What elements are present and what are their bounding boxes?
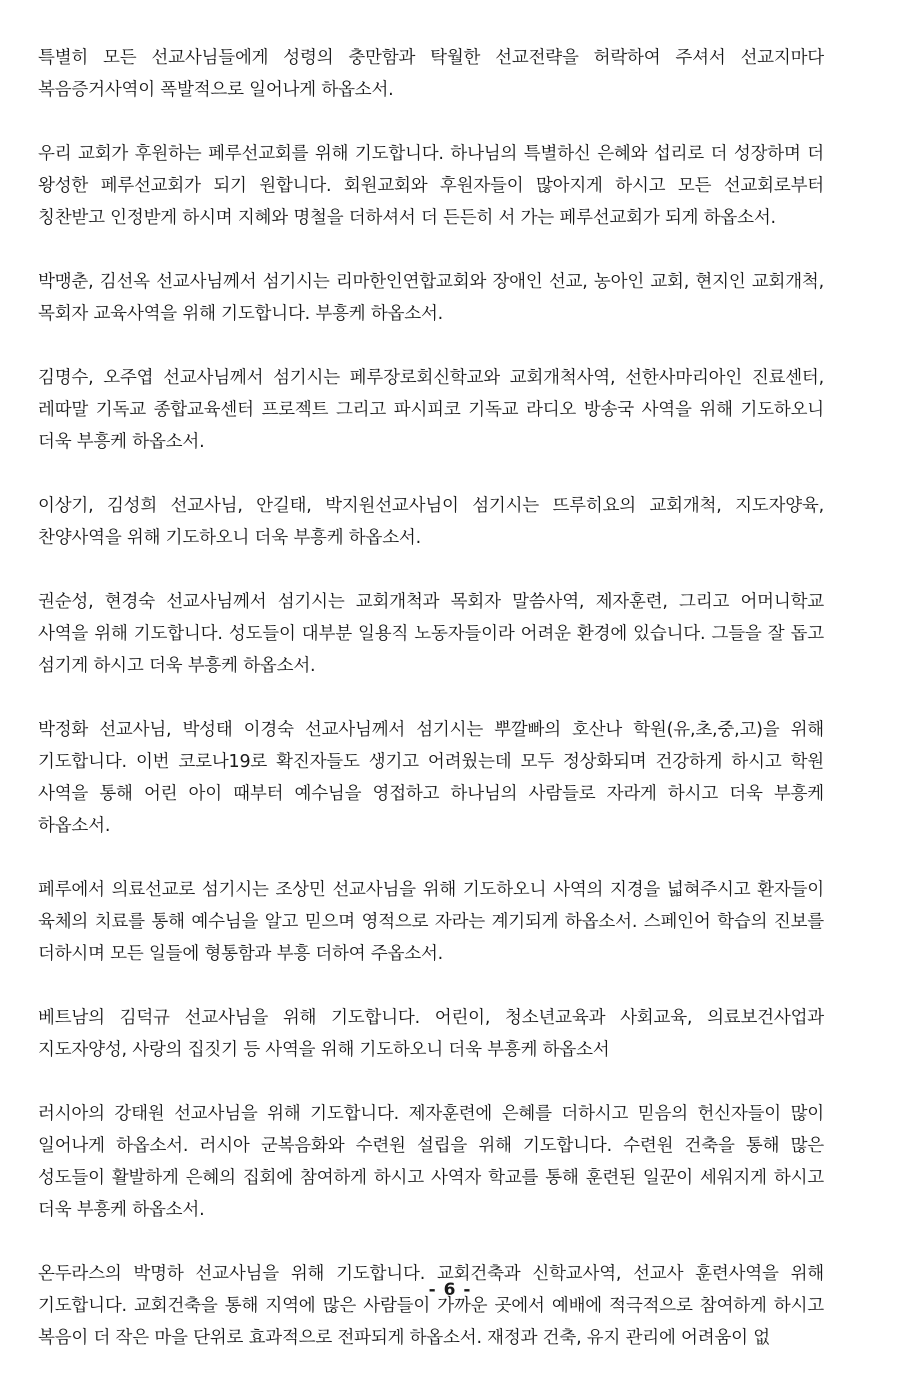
- paragraph-church-planting-mothers-school: 권순성, 현경숙 선교사님께서 섬기시는 교회개척과 목회자 말씀사역, 제자훈련, 그리고 어머니학교 사역을 위해 기도합니다. 성도들이 대부분 일용직 노동자들이라 어려운 환경에 있습니다. 그들을 잘 돕고 섬기게 하시고 더욱 부흥케 하옵소서.: [38, 592, 824, 676]
- paragraph-peru-mission-society: 우리 교회가 후원하는 페루선교회를 위해 기도합니다. 하나님의 특별하신 은혜와 섭리로 더 성장하며 더 왕성한 페루선교회가 되기 원합니다. 회원교회와 후원자들이 많아지게 하시고 모든 선교회로부터 칭찬받고 인정받게 하시며 지혜와 명철을 더하셔서 더 든든히 서 가는 페루선교회가 되게 하옵소서.: [38, 144, 824, 228]
- page-number: - 6 -: [428, 1280, 472, 1300]
- paragraph-peru-presbyterian-seminary: 김명수, 오주엽 선교사님께서 섬기시는 페루장로회신학교와 교회개척사역, 선한사마리아인 진료센터, 레따말 기독교 종합교육센터 프로젝트 그리고 파시피코 기독교 라디오 방송국 사역을 위해 기도하오니 더욱 부흥케 하옵소서.: [38, 368, 824, 452]
- paragraph-russia-mission: 러시아의 강태원 선교사님을 위해 기도합니다. 제자훈련에 은혜를 더하시고 믿음의 헌신자들이 많이 일어나게 하옵소서. 러시아 군복음화와 수련원 설립을 위해 기도합니다. 수련원 건축을 통해 많은 성도들이 활발하게 은혜의 집회에 참여하게 하시고 사역자 학교를 통해 훈련된 일꾼이 세워지게 하시고 더욱 부흥케 하옵소서.: [38, 1104, 824, 1220]
- document-body: [38, 42, 824, 1386]
- paragraph-honduras-mission: 온두라스의 박명하 선교사님을 위해 기도합니다. 교회건축과 신학교사역, 선교사 훈련사역을 위해 기도합니다. 교회건축을 통해 지역에 많은 사람들이 가까운 곳에서 예배에 적극적으로 참여하게 하시고 복음이 더 작은 마을 단위로 효과적으로 전파되게 하옵소서. 재정과 건축, 유지 관리에 어려움이 없: [38, 1264, 824, 1348]
- paragraph-missionaries-spirit: 특별히 모든 선교사님들에게 성령의 충만함과 탁월한 선교전략을 허락하여 주셔서 선교지마다 복음증거사역이 폭발적으로 일어나게 하옵소서.: [38, 48, 824, 100]
- paragraph-lima-korean-church: 박맹춘, 김선옥 선교사님께서 섬기시는 리마한인연합교회와 장애인 선교, 농아인 교회, 현지인 교회개척, 목회자 교육사역을 위해 기도합니다. 부흥케 하옵소서.: [38, 272, 824, 324]
- paragraph-trujillo-ministry: 이상기, 김성희 선교사님, 안길태, 박지원선교사님이 섬기시는 뜨루히요의 교회개척, 지도자양육, 찬양사역을 위해 기도하오니 더욱 부흥케 하옵소서.: [38, 496, 824, 548]
- paragraph-vietnam-mission: 베트남의 김덕규 선교사님을 위해 기도합니다. 어린이, 청소년교육과 사회교육, 의료보건사업과 지도자양성, 사랑의 집짓기 등 사역을 위해 기도하오니 더욱 부흥케 하옵소서: [38, 1008, 824, 1060]
- paragraph-medical-mission: 페루에서 의료선교로 섬기시는 조상민 선교사님을 위해 기도하오니 사역의 지경을 넓혀주시고 환자들이 육체의 치료를 통해 예수님을 알고 믿으며 영적으로 자라는 계기되게 하옵소서. 스페인어 학습의 진보를 더하시며 모든 일들에 형통함과 부흥 더하여 주옵소서.: [38, 880, 824, 964]
- paragraph-pucallpa-hosanna-school: 박정화 선교사님, 박성태 이경숙 선교사님께서 섬기시는 뿌깔빠의 호산나 학원(유,초,중,고)을 위해 기도합니다. 이번 코로나19로 확진자들도 생기고 어려웠는데 모두 정상화되며 건강하게 하시고 학원 사역을 통해 어린 아이 때부터 예수님을 영접하고 하나님의 사람들로 자라게 하시고 더욱 부흥케 하옵소서.: [38, 720, 824, 836]
